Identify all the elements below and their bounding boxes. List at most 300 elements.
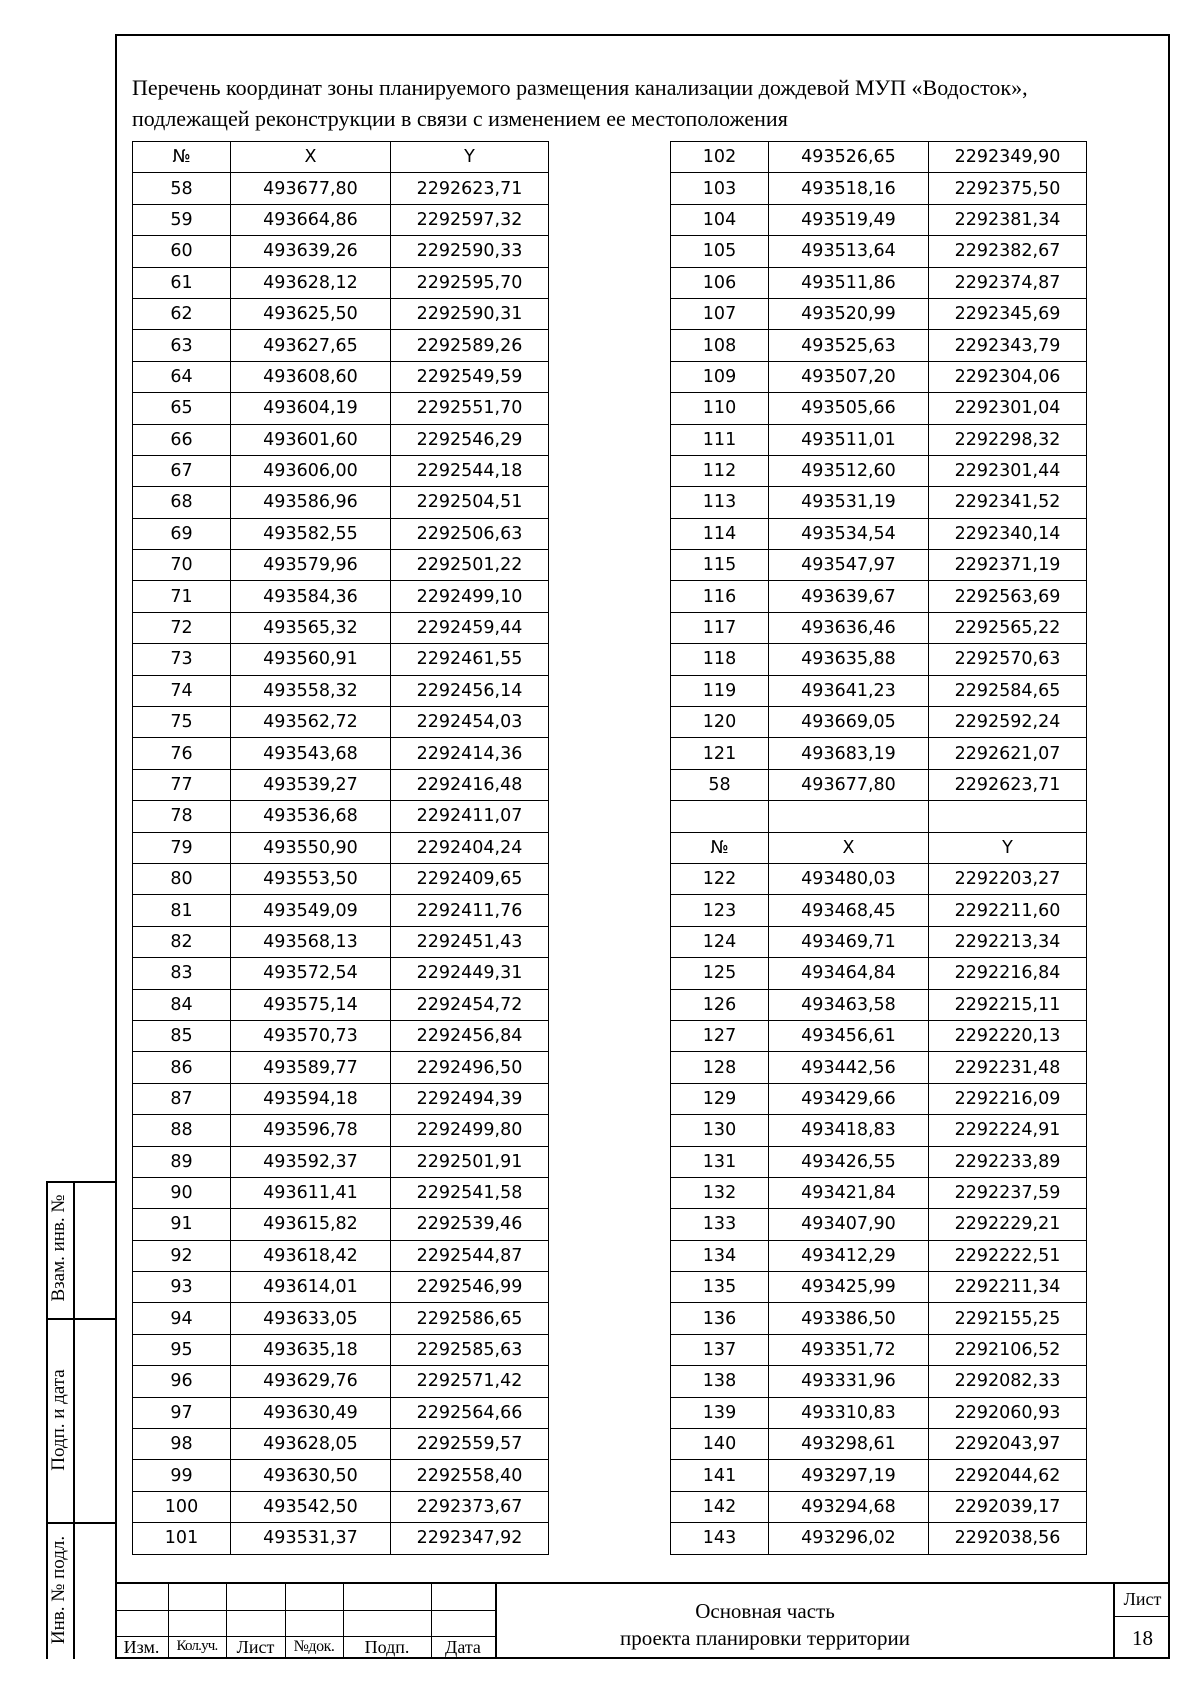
- stamp-title-line-1: Основная часть: [695, 1599, 835, 1623]
- point-number-cell: 61: [133, 267, 231, 298]
- side-label-vzam-inv: Взам. инв. №: [48, 1194, 69, 1302]
- table-row: [671, 550, 1087, 581]
- y-coordinate-cell: 2292549,59: [391, 361, 549, 392]
- table-row: [671, 1397, 1087, 1428]
- point-number-cell: 98: [133, 1429, 231, 1460]
- y-coordinate-cell: 2292494,39: [391, 1083, 549, 1114]
- x-coordinate-cell: 493526,65: [769, 142, 929, 173]
- table-row: [671, 361, 1087, 392]
- y-coordinate-cell: 2292349,90: [929, 142, 1087, 173]
- table-row: [133, 769, 549, 800]
- x-coordinate-cell: 493525,63: [769, 330, 929, 361]
- x-coordinate-cell: 493520,99: [769, 298, 929, 329]
- table-row: [133, 1209, 549, 1240]
- x-coordinate-cell: 493469,71: [769, 926, 929, 957]
- point-number-cell: 59: [133, 204, 231, 235]
- y-coordinate-cell: 2292155,25: [929, 1303, 1087, 1334]
- x-coordinate-cell: 493635,18: [231, 1334, 391, 1365]
- y-coordinate-cell: 2292060,93: [929, 1397, 1087, 1428]
- table-row: [133, 361, 549, 392]
- stamp-col-izm: Изм.: [123, 1637, 160, 1657]
- table-row: [133, 895, 549, 926]
- y-coordinate-cell: 2292563,69: [929, 581, 1087, 612]
- empty-cell: [769, 801, 929, 832]
- table-row: [133, 204, 549, 235]
- point-number-cell: 101: [133, 1523, 231, 1554]
- point-number-cell: 139: [671, 1397, 769, 1428]
- x-coordinate-cell: 493519,49: [769, 204, 929, 235]
- coordinates-table-right: [670, 141, 1087, 1555]
- table-row: [671, 518, 1087, 549]
- table-row: [671, 1146, 1087, 1177]
- table-row: [671, 1429, 1087, 1460]
- y-coordinate-cell: 2292592,24: [929, 707, 1087, 738]
- y-coordinate-cell: 2292541,58: [391, 1177, 549, 1208]
- table-row: [133, 1083, 549, 1114]
- table-row: [133, 1240, 549, 1271]
- table-row: [671, 989, 1087, 1020]
- table-row: [133, 487, 549, 518]
- y-coordinate-cell: 2292499,80: [391, 1115, 549, 1146]
- table-row: [133, 1460, 549, 1491]
- point-number-cell: 80: [133, 863, 231, 894]
- y-coordinate-cell: 2292345,69: [929, 298, 1087, 329]
- point-number-cell: 109: [671, 361, 769, 392]
- x-coordinate-cell: 493565,32: [231, 612, 391, 643]
- point-number-cell: 94: [133, 1303, 231, 1334]
- x-coordinate-cell: 493547,97: [769, 550, 929, 581]
- point-number-cell: 137: [671, 1334, 769, 1365]
- x-coordinate-cell: 493669,05: [769, 707, 929, 738]
- x-coordinate-cell: 493442,56: [769, 1052, 929, 1083]
- y-coordinate-cell: 2292301,04: [929, 393, 1087, 424]
- y-coordinate-cell: 2292404,24: [391, 832, 549, 863]
- y-coordinate-cell: 2292544,18: [391, 455, 549, 486]
- y-coordinate-cell: 2292106,52: [929, 1334, 1087, 1365]
- table-row: [671, 1240, 1087, 1271]
- stamp-col-koluch: Кол.уч.: [176, 1638, 218, 1654]
- y-coordinate-cell: 2292038,56: [929, 1523, 1087, 1554]
- point-number-cell: 123: [671, 895, 769, 926]
- point-number-cell: 104: [671, 204, 769, 235]
- y-coordinate-cell: 2292211,60: [929, 895, 1087, 926]
- empty-cell: [929, 801, 1087, 832]
- x-coordinate-cell: 493296,02: [769, 1523, 929, 1554]
- table-row: [671, 1020, 1087, 1051]
- point-number-cell: 120: [671, 707, 769, 738]
- point-number-cell: 76: [133, 738, 231, 769]
- y-coordinate-cell: 2292341,52: [929, 487, 1087, 518]
- point-number-cell: 77: [133, 769, 231, 800]
- table-row: [671, 173, 1087, 204]
- table-row: [133, 1523, 549, 1554]
- y-coordinate-cell: 2292203,27: [929, 863, 1087, 894]
- point-number-cell: 142: [671, 1491, 769, 1522]
- table-row: [671, 330, 1087, 361]
- x-coordinate-cell: 493463,58: [769, 989, 929, 1020]
- table-row: [133, 1115, 549, 1146]
- point-number-cell: 122: [671, 863, 769, 894]
- y-coordinate-cell: 2292373,67: [391, 1491, 549, 1522]
- table-row: [133, 267, 549, 298]
- sheet-number: 18: [1132, 1626, 1153, 1650]
- point-number-cell: 89: [133, 1146, 231, 1177]
- y-coordinate-cell: 2292213,34: [929, 926, 1087, 957]
- table-row: [133, 1177, 549, 1208]
- y-coordinate-cell: 2292499,10: [391, 581, 549, 612]
- point-number-cell: 87: [133, 1083, 231, 1114]
- y-coordinate-cell: 2292416,48: [391, 769, 549, 800]
- x-coordinate-cell: 493511,01: [769, 424, 929, 455]
- table-row: [133, 1366, 549, 1397]
- x-coordinate-cell: 493664,86: [231, 204, 391, 235]
- x-coordinate-cell: 493539,27: [231, 769, 391, 800]
- table-row: [133, 1146, 549, 1177]
- y-coordinate-cell: 2292451,43: [391, 926, 549, 957]
- point-number-cell: 140: [671, 1429, 769, 1460]
- x-coordinate-cell: 493512,60: [769, 455, 929, 486]
- y-coordinate-cell: 2292215,11: [929, 989, 1087, 1020]
- x-coordinate-cell: 493536,68: [231, 801, 391, 832]
- point-number-cell: 64: [133, 361, 231, 392]
- y-coordinate-cell: 2292623,71: [929, 769, 1087, 800]
- y-coordinate-cell: 2292461,55: [391, 644, 549, 675]
- x-coordinate-cell: 493549,09: [231, 895, 391, 926]
- x-coordinate-cell: 493568,13: [231, 926, 391, 957]
- heading-line-1: Перечень координат зоны планируемого размещения канализации дождевой МУП «Водосток»,: [132, 75, 1028, 100]
- table-row: [671, 1272, 1087, 1303]
- header-y: Y: [391, 142, 549, 173]
- table-row: [671, 267, 1087, 298]
- point-number-cell: 116: [671, 581, 769, 612]
- title-block-sheet-divider: [1113, 1616, 1170, 1617]
- table-row: [133, 1020, 549, 1051]
- point-number-cell: 128: [671, 1052, 769, 1083]
- y-coordinate-cell: 2292304,06: [929, 361, 1087, 392]
- table-row: [133, 958, 549, 989]
- x-coordinate-cell: 493614,01: [231, 1272, 391, 1303]
- x-coordinate-cell: 493298,61: [769, 1429, 929, 1460]
- y-coordinate-cell: 2292411,07: [391, 801, 549, 832]
- title-block-top-line: [115, 1582, 1170, 1584]
- y-coordinate-cell: 2292506,63: [391, 518, 549, 549]
- y-coordinate-cell: 2292595,70: [391, 267, 549, 298]
- table-row: [671, 142, 1087, 173]
- y-coordinate-cell: 2292623,71: [391, 173, 549, 204]
- table-row: [671, 1460, 1087, 1491]
- x-coordinate-cell: 493572,54: [231, 958, 391, 989]
- x-coordinate-cell: 493468,45: [769, 895, 929, 926]
- table-row: [671, 1083, 1087, 1114]
- x-coordinate-cell: 493639,26: [231, 236, 391, 267]
- point-number-cell: 58: [671, 769, 769, 800]
- table-row: [671, 895, 1087, 926]
- y-coordinate-cell: 2292501,91: [391, 1146, 549, 1177]
- table-row: [671, 204, 1087, 235]
- point-number-cell: 95: [133, 1334, 231, 1365]
- table-row: [133, 424, 549, 455]
- x-coordinate-cell: 493579,96: [231, 550, 391, 581]
- table-row: [133, 581, 549, 612]
- point-number-cell: 68: [133, 487, 231, 518]
- y-coordinate-cell: 2292501,22: [391, 550, 549, 581]
- point-number-cell: 133: [671, 1209, 769, 1240]
- table-row: [133, 1272, 549, 1303]
- x-coordinate-cell: 493294,68: [769, 1491, 929, 1522]
- point-number-cell: 83: [133, 958, 231, 989]
- point-number-cell: 134: [671, 1240, 769, 1271]
- table-row: [133, 1491, 549, 1522]
- table-row: [133, 832, 549, 863]
- point-number-cell: 100: [133, 1491, 231, 1522]
- table-row: [133, 612, 549, 643]
- y-coordinate-cell: 2292584,65: [929, 675, 1087, 706]
- x-coordinate-cell: 493456,61: [769, 1020, 929, 1051]
- point-number-cell: 105: [671, 236, 769, 267]
- y-coordinate-cell: 2292590,31: [391, 298, 549, 329]
- table-row: [671, 1366, 1087, 1397]
- table-row: [133, 393, 549, 424]
- x-coordinate-cell: 493429,66: [769, 1083, 929, 1114]
- y-coordinate-cell: 2292539,46: [391, 1209, 549, 1240]
- x-coordinate-cell: 493629,76: [231, 1366, 391, 1397]
- x-coordinate-cell: 493531,19: [769, 487, 929, 518]
- y-coordinate-cell: 2292546,99: [391, 1272, 549, 1303]
- y-coordinate-cell: 2292590,33: [391, 236, 549, 267]
- table-row: [671, 298, 1087, 329]
- point-number-cell: 103: [671, 173, 769, 204]
- point-number-cell: 70: [133, 550, 231, 581]
- y-coordinate-cell: 2292301,44: [929, 455, 1087, 486]
- heading-line-2: подлежащей реконструкции в связи с изменением ее местоположения: [132, 106, 788, 131]
- table-row: [671, 393, 1087, 424]
- table-row: [133, 550, 549, 581]
- point-number-cell: 69: [133, 518, 231, 549]
- table-row: [671, 455, 1087, 486]
- header-x: X: [769, 832, 929, 863]
- x-coordinate-cell: 493606,00: [231, 455, 391, 486]
- y-coordinate-cell: 2292374,87: [929, 267, 1087, 298]
- table-row: [133, 298, 549, 329]
- table-row: [671, 769, 1087, 800]
- point-number-cell: 91: [133, 1209, 231, 1240]
- x-coordinate-cell: 493586,96: [231, 487, 391, 518]
- x-coordinate-cell: 493418,83: [769, 1115, 929, 1146]
- point-number-cell: 85: [133, 1020, 231, 1051]
- x-coordinate-cell: 493531,37: [231, 1523, 391, 1554]
- table-row: [671, 236, 1087, 267]
- x-coordinate-cell: 493625,50: [231, 298, 391, 329]
- y-coordinate-cell: 2292544,87: [391, 1240, 549, 1271]
- x-coordinate-cell: 493618,42: [231, 1240, 391, 1271]
- point-number-cell: 112: [671, 455, 769, 486]
- y-coordinate-cell: 2292564,66: [391, 1397, 549, 1428]
- x-coordinate-cell: 493601,60: [231, 424, 391, 455]
- table-row: [671, 1334, 1087, 1365]
- x-coordinate-cell: 493426,55: [769, 1146, 929, 1177]
- y-coordinate-cell: 2292039,17: [929, 1491, 1087, 1522]
- point-number-cell: 74: [133, 675, 231, 706]
- table-row: [133, 236, 549, 267]
- point-number-cell: 115: [671, 550, 769, 581]
- table-row: [133, 926, 549, 957]
- side-label-podp-data: Подп. и дата: [48, 1369, 69, 1471]
- table-row: [133, 989, 549, 1020]
- x-coordinate-cell: 493412,29: [769, 1240, 929, 1271]
- y-coordinate-cell: 2292621,07: [929, 738, 1087, 769]
- point-number-cell: 86: [133, 1052, 231, 1083]
- stamp-col-podp: Подп.: [364, 1637, 410, 1657]
- y-coordinate-cell: 2292220,13: [929, 1020, 1087, 1051]
- point-number-cell: 119: [671, 675, 769, 706]
- point-number-cell: 79: [133, 832, 231, 863]
- x-coordinate-cell: 493407,90: [769, 1209, 929, 1240]
- y-coordinate-cell: 2292571,42: [391, 1366, 549, 1397]
- x-coordinate-cell: 493480,03: [769, 863, 929, 894]
- x-coordinate-cell: 493677,80: [769, 769, 929, 800]
- y-coordinate-cell: 2292570,63: [929, 644, 1087, 675]
- empty-cell: [671, 801, 769, 832]
- y-coordinate-cell: 2292496,50: [391, 1052, 549, 1083]
- point-number-cell: 107: [671, 298, 769, 329]
- point-number-cell: 90: [133, 1177, 231, 1208]
- y-coordinate-cell: 2292343,79: [929, 330, 1087, 361]
- table-row: [671, 738, 1087, 769]
- y-coordinate-cell: 2292216,84: [929, 958, 1087, 989]
- y-coordinate-cell: 2292409,65: [391, 863, 549, 894]
- table-row: [671, 958, 1087, 989]
- table-row: [133, 1052, 549, 1083]
- x-coordinate-cell: 493639,67: [769, 581, 929, 612]
- x-coordinate-cell: 493630,49: [231, 1397, 391, 1428]
- y-coordinate-cell: 2292414,36: [391, 738, 549, 769]
- point-number-cell: 78: [133, 801, 231, 832]
- point-number-cell: 111: [671, 424, 769, 455]
- empty-row: [671, 801, 1087, 832]
- x-coordinate-cell: 493553,50: [231, 863, 391, 894]
- x-coordinate-cell: 493635,88: [769, 644, 929, 675]
- x-coordinate-cell: 493615,82: [231, 1209, 391, 1240]
- table-row: [133, 1303, 549, 1334]
- x-coordinate-cell: 493584,36: [231, 581, 391, 612]
- table-row: [133, 173, 549, 204]
- y-coordinate-cell: 2292454,72: [391, 989, 549, 1020]
- x-coordinate-cell: 493636,46: [769, 612, 929, 643]
- y-coordinate-cell: 2292565,22: [929, 612, 1087, 643]
- x-coordinate-cell: 493534,54: [769, 518, 929, 549]
- table-row: [671, 644, 1087, 675]
- table-row: [133, 1397, 549, 1428]
- title-block: [115, 1582, 1170, 1659]
- y-coordinate-cell: 2292456,14: [391, 675, 549, 706]
- point-number-cell: 60: [133, 236, 231, 267]
- header-y: Y: [929, 832, 1087, 863]
- point-number-cell: 121: [671, 738, 769, 769]
- title-block-row-line-1: [115, 1610, 495, 1611]
- x-coordinate-cell: 493558,32: [231, 675, 391, 706]
- y-coordinate-cell: 2292229,21: [929, 1209, 1087, 1240]
- point-number-cell: 88: [133, 1115, 231, 1146]
- x-coordinate-cell: 493421,84: [769, 1177, 929, 1208]
- table-row: [133, 801, 549, 832]
- x-coordinate-cell: 493464,84: [769, 958, 929, 989]
- table-row: [671, 581, 1087, 612]
- table-row: [671, 1303, 1087, 1334]
- sheet-label: Лист: [1123, 1589, 1162, 1609]
- table-row: [671, 1209, 1087, 1240]
- y-coordinate-cell: 2292340,14: [929, 518, 1087, 549]
- point-number-cell: 131: [671, 1146, 769, 1177]
- point-number-cell: 62: [133, 298, 231, 329]
- x-coordinate-cell: 493608,60: [231, 361, 391, 392]
- y-coordinate-cell: 2292371,19: [929, 550, 1087, 581]
- table-row: [671, 1523, 1087, 1554]
- point-number-cell: 126: [671, 989, 769, 1020]
- point-number-cell: 106: [671, 267, 769, 298]
- document-heading: [132, 72, 1162, 134]
- y-coordinate-cell: 2292233,89: [929, 1146, 1087, 1177]
- x-coordinate-cell: 493596,78: [231, 1115, 391, 1146]
- point-number-cell: 135: [671, 1272, 769, 1303]
- x-coordinate-cell: 493575,14: [231, 989, 391, 1020]
- y-coordinate-cell: 2292224,91: [929, 1115, 1087, 1146]
- point-number-cell: 66: [133, 424, 231, 455]
- point-number-cell: 71: [133, 581, 231, 612]
- y-coordinate-cell: 2292454,03: [391, 707, 549, 738]
- table-row: [133, 518, 549, 549]
- x-coordinate-cell: 493505,66: [769, 393, 929, 424]
- y-coordinate-cell: 2292449,31: [391, 958, 549, 989]
- x-coordinate-cell: 493297,19: [769, 1460, 929, 1491]
- table-row: [671, 926, 1087, 957]
- y-coordinate-cell: 2292456,84: [391, 1020, 549, 1051]
- table-row: [133, 675, 549, 706]
- x-coordinate-cell: 493518,16: [769, 173, 929, 204]
- x-coordinate-cell: 493562,72: [231, 707, 391, 738]
- x-coordinate-cell: 493594,18: [231, 1083, 391, 1114]
- point-number-cell: 63: [133, 330, 231, 361]
- point-number-cell: 125: [671, 958, 769, 989]
- x-coordinate-cell: 493507,20: [769, 361, 929, 392]
- point-number-cell: 138: [671, 1366, 769, 1397]
- table-row: [671, 707, 1087, 738]
- x-coordinate-cell: 493511,86: [769, 267, 929, 298]
- table-row: [671, 1052, 1087, 1083]
- point-number-cell: 113: [671, 487, 769, 518]
- coordinates-table-left: [132, 141, 549, 1555]
- y-coordinate-cell: 2292347,92: [391, 1523, 549, 1554]
- point-number-cell: 67: [133, 455, 231, 486]
- x-coordinate-cell: 493611,41: [231, 1177, 391, 1208]
- table-row: [671, 675, 1087, 706]
- y-coordinate-cell: 2292375,50: [929, 173, 1087, 204]
- x-coordinate-cell: 493542,50: [231, 1491, 391, 1522]
- x-coordinate-cell: 493386,50: [769, 1303, 929, 1334]
- x-coordinate-cell: 493627,65: [231, 330, 391, 361]
- point-number-cell: 129: [671, 1083, 769, 1114]
- stamp-col-data: Дата: [445, 1637, 481, 1657]
- y-coordinate-cell: 2292382,67: [929, 236, 1087, 267]
- x-coordinate-cell: 493560,91: [231, 644, 391, 675]
- point-number-cell: 72: [133, 612, 231, 643]
- x-coordinate-cell: 493630,50: [231, 1460, 391, 1491]
- point-number-cell: 93: [133, 1272, 231, 1303]
- point-number-cell: 127: [671, 1020, 769, 1051]
- side-label-inv-podl: Инв. № подл.: [48, 1535, 69, 1645]
- y-coordinate-cell: 2292216,09: [929, 1083, 1087, 1114]
- point-number-cell: 82: [133, 926, 231, 957]
- point-number-cell: 75: [133, 707, 231, 738]
